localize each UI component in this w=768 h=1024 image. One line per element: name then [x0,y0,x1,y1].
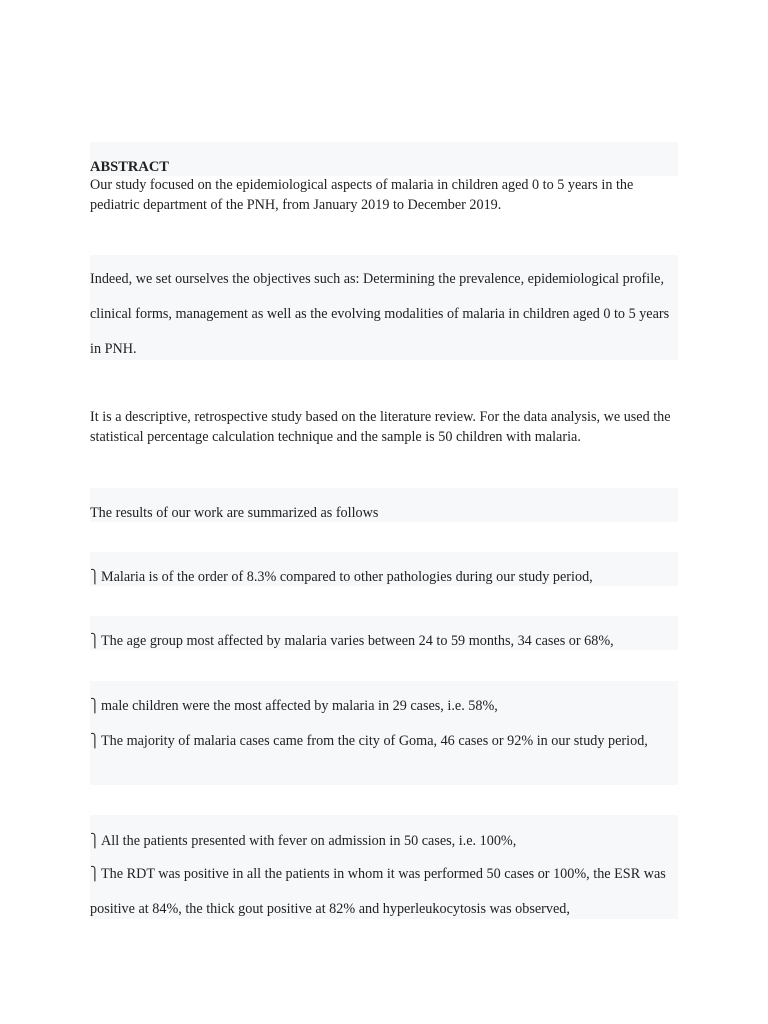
result-item-text: male children were the most affected by malaria in 29 cases, i.e. 58%, [101,698,498,714]
result-item-text: The age group most affected by malaria varies between 24 to 59 months, 34 cases or 68%, [101,633,614,649]
result-item-text: All the patients presented with fever on admission in 50 cases, i.e. 100%, [101,833,517,849]
result-item [90,567,680,588]
result-item [90,724,650,759]
result-item [90,831,680,852]
bracket-bullet-icon: ⎫ [90,570,100,585]
abstract-paragraph-study-focus: Our study focused on the epidemiological aspects of malaria in children aged 0 to 5 years in the pediatric department of the PNH, from January 2019 to December 2019. [90,177,634,213]
result-item [90,696,680,717]
results-intro: The results of our work are summarized as follows [90,505,379,521]
abstract-paragraph-objectives: Indeed, we set ourselves the objectives such as: Determining the prevalence, epidemiological profile, clinical forms, management as well as the evolving modalities of malaria in children aged 0 to 5 years in PNH. [90,271,670,357]
abstract-heading: ABSTRACT [90,159,169,175]
bracket-bullet-icon: ⎫ [90,867,100,882]
bracket-bullet-icon: ⎫ [90,734,100,749]
result-item-text: The RDT was positive in all the patients in whom it was performed 50 cases or 100%, the ESR was positive at 84%, the thick gout positive at 82% and hyperleukocytosis was observed, [90,866,666,917]
result-item [90,857,680,927]
bracket-bullet-icon: ⎫ [90,699,100,714]
bracket-bullet-icon: ⎫ [90,634,100,649]
result-item-text: Malaria is of the order of 8.3% compared to other pathologies during our study period, [101,569,593,585]
result-item [90,631,680,652]
abstract-paragraph-methodology: It is a descriptive, retrospective study based on the literature review. For the data analysis, we used the statistical percentage calculation technique and the sample is 50 children with malaria. [90,409,671,445]
result-item-text: The majority of malaria cases came from the city of Goma, 46 cases or 92% in our study period, [101,733,648,749]
bracket-bullet-icon: ⎫ [90,834,100,849]
